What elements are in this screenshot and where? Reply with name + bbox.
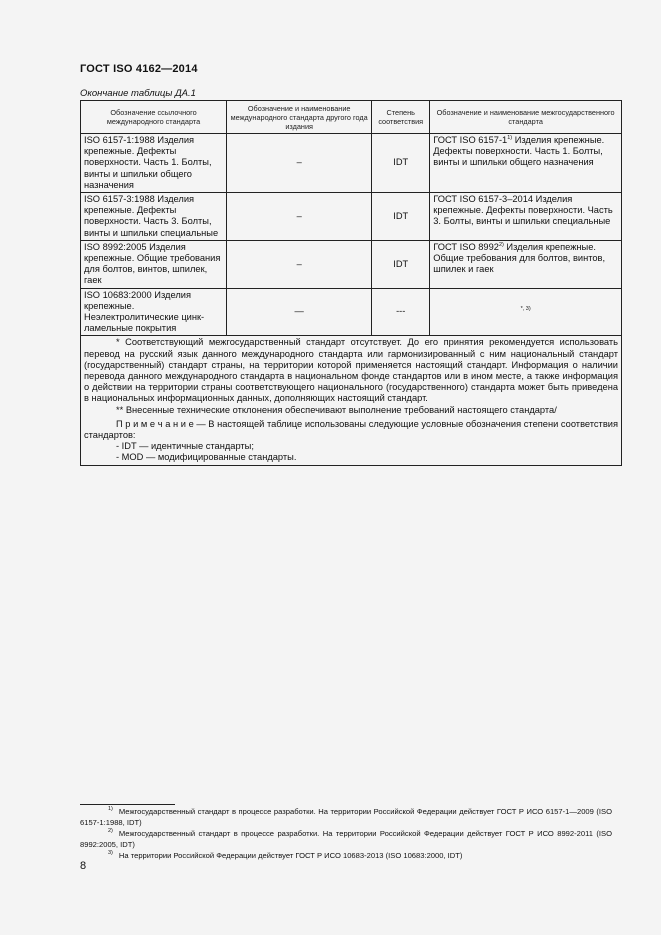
footnote-separator: [80, 804, 175, 805]
footnote-ref: *, 3): [520, 306, 531, 313]
interstate-text: ГОСТ ISO 6157-3–2014 Изделия крепежные. Дефекты поверхности. Часть 3. Болты, винты и шпильки специальные: [433, 194, 613, 227]
table-row: [81, 134, 622, 193]
note-item-idt: - IDT — идентичные стандарты;: [116, 441, 254, 452]
page-footnote: [80, 806, 612, 828]
cell-other-edition: —: [227, 288, 372, 336]
interstate-text-cont: Изделия крепежные. Дефекты поверхности. Часть 1. Болты, винты и шпильки общего назначения: [433, 135, 605, 168]
page-footnote: [80, 828, 612, 850]
table-row: [81, 193, 622, 241]
footnote-text: Межгосударственный стандарт в процессе разработки. На территории Российской Федерации действует ГОСТ Р ИСО 6157-1—2009 (ISO 6157-1:1988, IDT): [80, 807, 612, 827]
cell-degree: IDT: [372, 193, 430, 241]
interstate-text-cont: Изделия крепежные. Общие требования для болтов, винтов, шпилек и гаек: [433, 241, 606, 275]
footnote-ref: 1): [507, 134, 513, 141]
cell-degree: ---: [372, 288, 430, 336]
column-header-other-edition: Обозначение и наименование международного стандарта другого года издания: [227, 101, 372, 134]
footnote-ref: 2): [498, 241, 504, 248]
cell-other-edition: –: [227, 134, 372, 193]
table-header-row: [81, 101, 622, 134]
note-text: П р и м е ч а н и е — В настоящей таблице использованы следующие условные обозначения степени соответствия стандартов:: [84, 418, 618, 441]
cell-interstate: [430, 134, 622, 193]
cell-degree: IDT: [372, 240, 430, 288]
table-row: [81, 240, 622, 288]
page-number: 8: [80, 860, 87, 872]
cell-other-edition: –: [227, 240, 372, 288]
footnote-number: 1): [108, 806, 113, 813]
column-header-degree: Степень соответствия: [372, 101, 430, 134]
table-notes: [81, 336, 622, 465]
table-row: [81, 288, 622, 336]
footnote-text: Межгосударственный стандарт в процессе разработки. На территории Российской Федерации действует ГОСТ Р ИСО 8992-2011 (ISO 8992:2005, IDT): [80, 829, 612, 849]
footnote-star-text: * Соответствующий межгосударственный стандарт отсутствует. До его принятия рекомендуется использовать перевод на русский язык данного международного стандарта или гармонизированный с ним национальный стандарт (государственный) стандарт страны, на территории которой применяется настоящий стандарт. Информация о наличии перевода данного международного стандарта в национальном фонде стандартов или в ином месте, а также информация о действии на территории страны соответствующего национального (государственного) стандарта может быть приведена в национальных информационных данных, дополняющих настоящий стандарт.: [84, 337, 618, 404]
page-footnotes: [80, 806, 612, 861]
cell-interstate: [430, 193, 622, 241]
cell-reference: ISO 6157-3:1988 Изделия крепежные. Дефекты поверхности. Часть 3. Болты, винты и шпильки специальные: [81, 193, 227, 241]
footnote-number: 2): [108, 828, 113, 835]
table-notes-row: [81, 336, 622, 465]
cell-other-edition: –: [227, 193, 372, 241]
cell-interstate: [430, 288, 622, 336]
table-caption: Окончание таблицы ДА.1: [80, 88, 196, 99]
interstate-text: ГОСТ ISO 6157-1: [433, 135, 508, 145]
cell-reference: ISO 6157-1:1988 Изделия крепежные. Дефекты поверхности. Часть 1. Болты, винты и шпильки общего назначения: [81, 134, 227, 193]
cell-degree: IDT: [372, 134, 430, 193]
page-footnote: [80, 850, 612, 861]
footnote-double-star-text: ** Внесенные технические отклонения обеспечивают выполнение требований настоящего стандарта/: [116, 404, 557, 415]
column-header-reference: Обозначение ссылочного международного стандарта: [81, 101, 227, 134]
cell-reference: ISO 10683:2000 Изделия крепежные. Неэлектролитические цинк-ламельные покрытия: [81, 288, 227, 336]
correspondence-table: [80, 100, 622, 466]
note-item-mod: - MOD — модифицированные стандарты.: [116, 452, 297, 463]
footnote-text: На территории Российской Федерации действует ГОСТ Р ИСО 10683-2013 (ISO 10683:2000, IDT): [118, 851, 463, 860]
footnote-number: 3): [108, 850, 113, 857]
document-code-header: ГОСТ ISO 4162—2014: [80, 63, 198, 75]
column-header-interstate: Обозначение и наименование межгосударственного стандарта: [430, 101, 622, 134]
cell-reference: ISO 8992:2005 Изделия крепежные. Общие требования для болтов, винтов, шпилек, гаек: [81, 240, 227, 288]
cell-interstate: [430, 240, 622, 288]
interstate-text: ГОСТ ISO 8992: [433, 241, 499, 252]
